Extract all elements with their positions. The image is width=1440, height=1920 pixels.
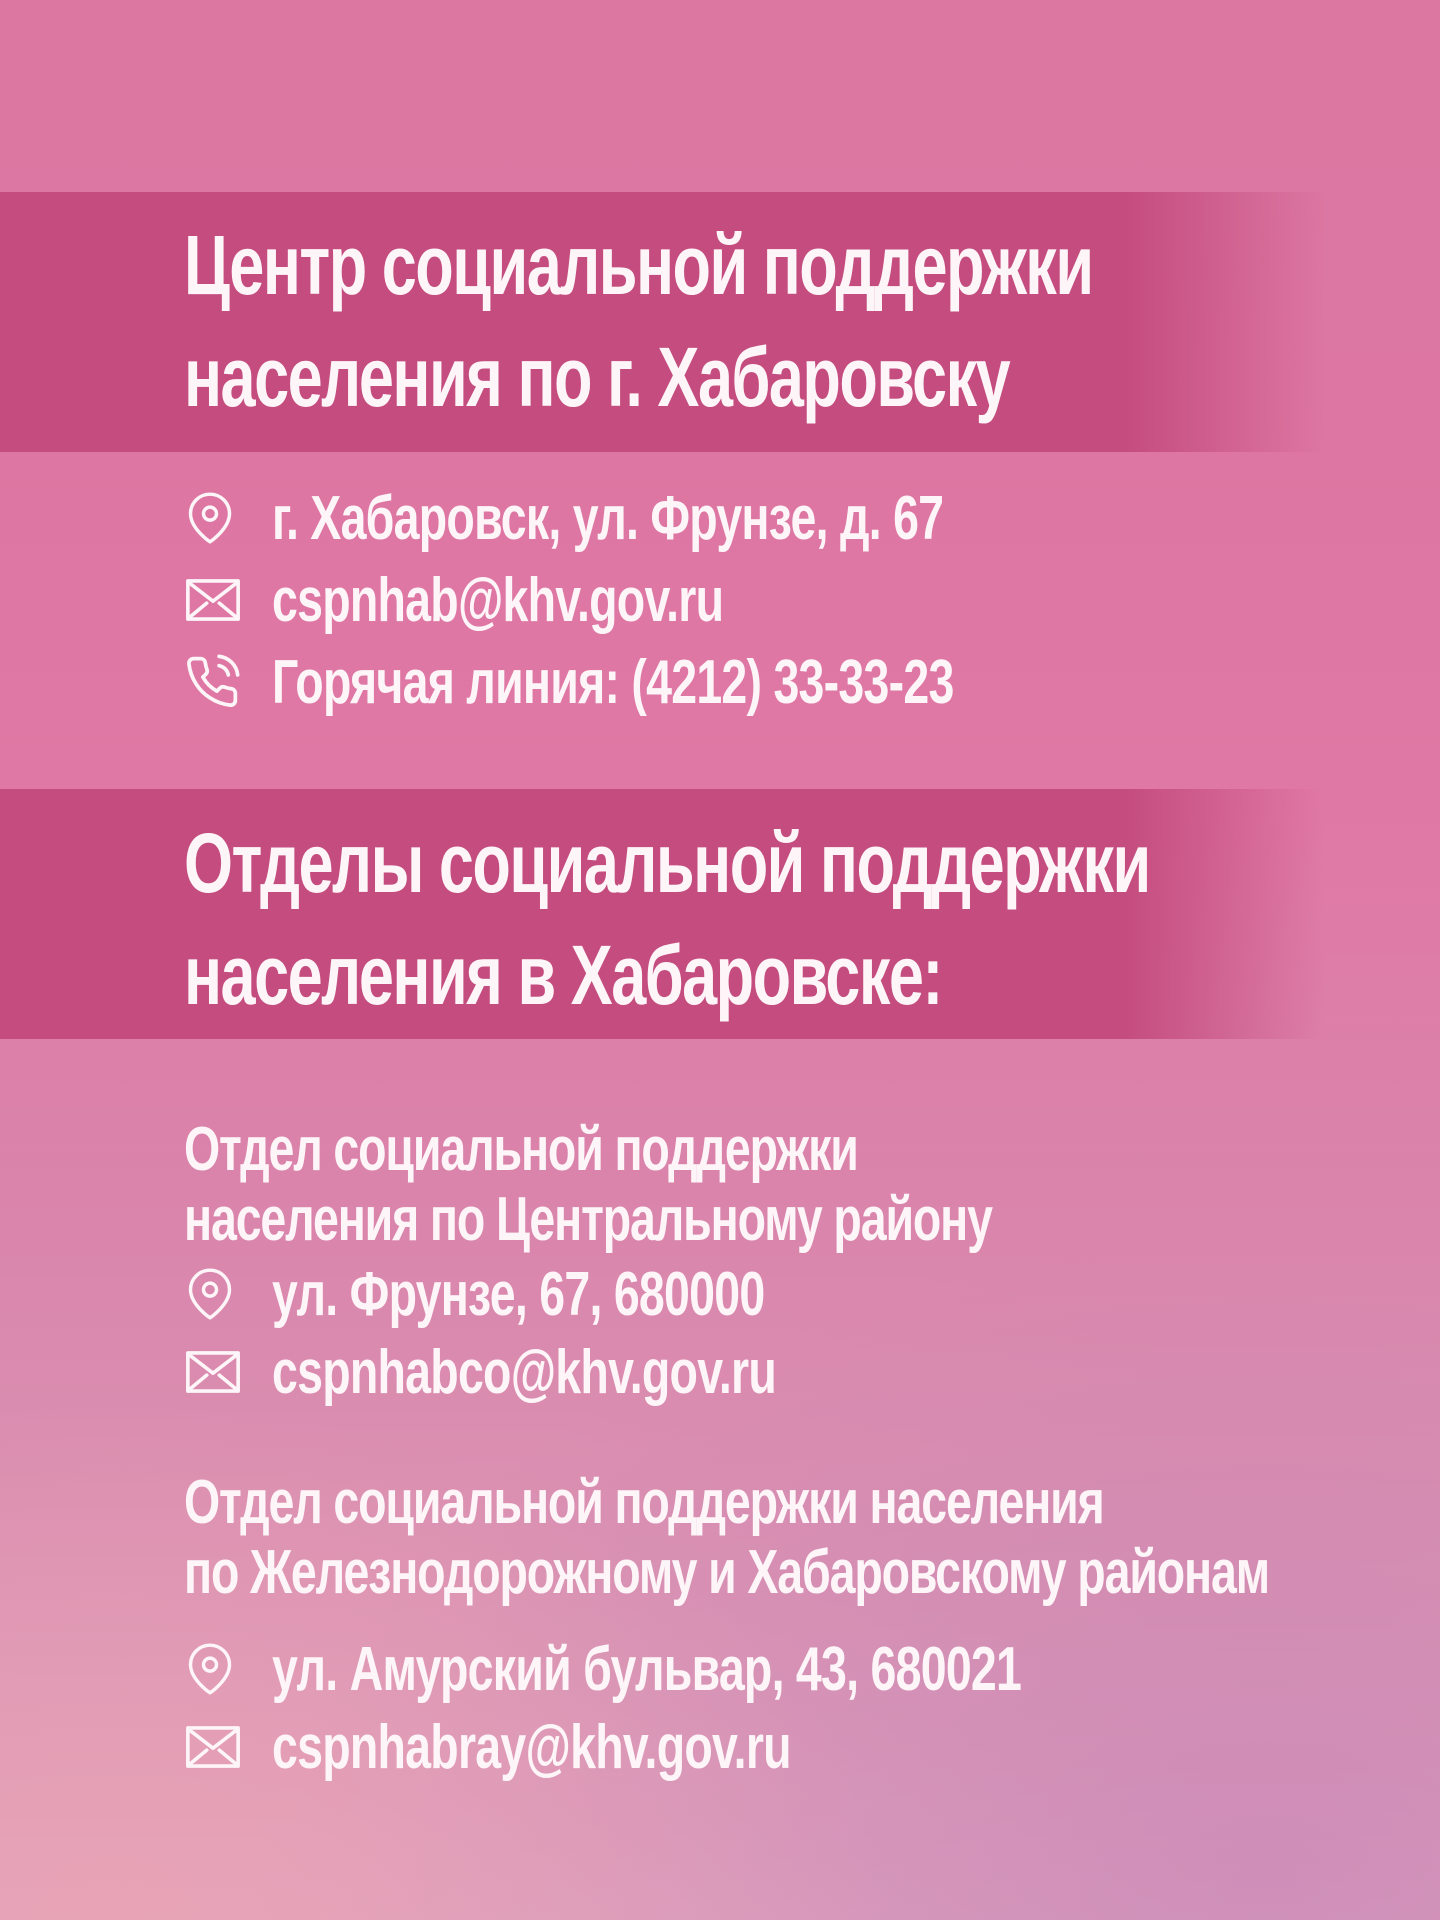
departments-title-line1 xyxy=(184,807,1440,919)
dept-railway-heading xyxy=(184,1468,1440,1608)
dept-central-address-row xyxy=(184,1255,944,1333)
location-pin-icon xyxy=(184,492,272,544)
center-title-band xyxy=(0,192,1440,452)
dept-central-email-text: cspnhabco@khv.gov.ru xyxy=(272,1337,777,1407)
dept-railway-heading-line2: по Железнодорожному и Хабаровскому районам xyxy=(184,1538,1270,1607)
mail-icon xyxy=(184,1724,272,1770)
location-pin-icon xyxy=(184,1268,272,1320)
dept-central-address-text: ул. Фрунзе, 67, 680000 xyxy=(272,1259,765,1329)
center-title-line2-text: населения по г. Хабаровску xyxy=(184,330,1010,424)
dept-central-heading xyxy=(184,1115,1261,1255)
center-email-text: cspnhab@khv.gov.ru xyxy=(272,565,724,635)
dept-railway-email-row xyxy=(184,1708,1271,1786)
dept-central-contacts xyxy=(184,1255,944,1411)
center-email-row xyxy=(184,559,1181,641)
departments-title-band xyxy=(0,789,1440,1039)
dept-central-email-row xyxy=(184,1333,944,1411)
mail-icon xyxy=(184,577,272,623)
mail-icon xyxy=(184,1349,272,1395)
dept-railway-email-text: cspnhabray@khv.gov.ru xyxy=(272,1712,791,1782)
dept-railway-address-row xyxy=(184,1630,1271,1708)
center-address-row xyxy=(184,477,1181,559)
center-hotline-text: Горячая линия: (4212) 33-33-23 xyxy=(272,647,954,717)
center-title-line2 xyxy=(184,321,1440,433)
center-title-line1-text: Центр социальной поддержки xyxy=(184,218,1093,312)
departments-title-line2 xyxy=(184,919,1440,1031)
dept-railway-heading-line1: Отдел социальной поддержки населения xyxy=(184,1468,1104,1537)
center-hotline-row xyxy=(184,641,1181,723)
center-contacts xyxy=(184,477,1181,723)
phone-icon xyxy=(184,654,272,710)
dept-railway-address-text: ул. Амурский бульвар, 43, 680021 xyxy=(272,1634,1022,1704)
dept-central-heading-line1: Отдел социальной поддержки xyxy=(184,1115,858,1184)
location-pin-icon xyxy=(184,1643,272,1695)
center-title-line1 xyxy=(184,209,1440,321)
center-address-text: г. Хабаровск, ул. Фрунзе, д. 67 xyxy=(272,483,944,553)
departments-title-line2-text: населения в Хабаровске: xyxy=(184,928,942,1022)
dept-railway-contacts xyxy=(184,1630,1271,1786)
departments-title-line1-text: Отделы социальной поддержки xyxy=(184,816,1150,910)
dept-central-heading-line2: населения по Центральному району xyxy=(184,1185,992,1254)
